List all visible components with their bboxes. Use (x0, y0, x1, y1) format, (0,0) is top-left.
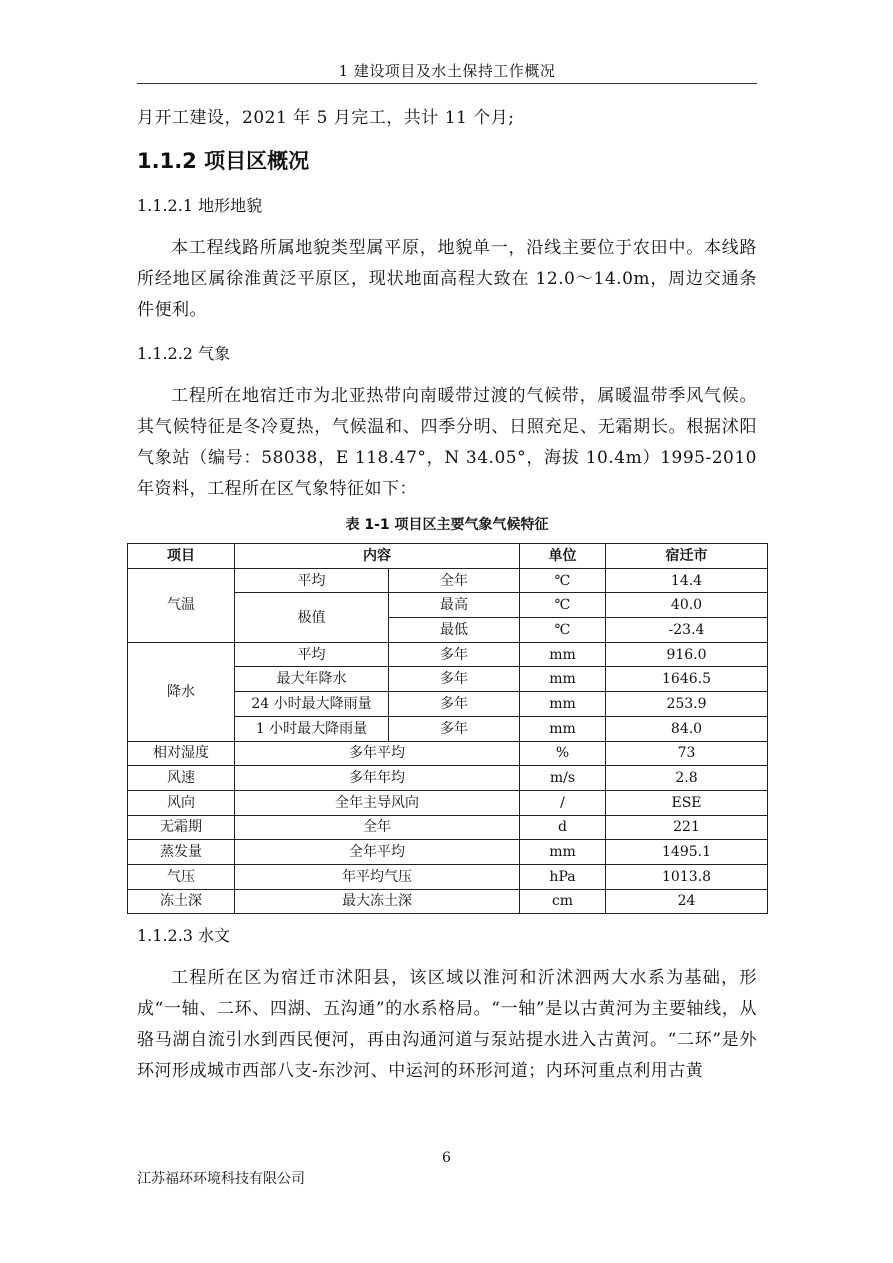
rain-unit: mm (520, 642, 606, 667)
table-row (128, 815, 768, 840)
table-row (128, 840, 768, 865)
row-unit: d (520, 815, 606, 840)
temp-max: 最高 (389, 593, 520, 618)
rain-unit: mm (520, 667, 606, 692)
header-unit: 单位 (520, 544, 606, 569)
row-value: 24 (606, 889, 768, 914)
temp-min-value: -23.4 (606, 618, 768, 643)
rain-label: 降水 (128, 642, 235, 741)
temp-min-unit: ℃ (520, 618, 606, 643)
rain-value: 1646.5 (606, 667, 768, 692)
paragraph-terrain: 本工程线路所属地貌类型属平原，地貌单一，沿线主要位于农田中。本线路所经地区属徐淮黄泛平原区，现状地面高程大致在 12.0～14.0m，周边交通条件便利。 (137, 238, 757, 320)
rain-name: 最大年降水 (235, 667, 389, 692)
row-item: 风速 (128, 766, 235, 791)
subsection-title-climate: 1.1.2.2 气象 (137, 344, 231, 363)
running-header: 1 建设项目及水土保持工作概况 (338, 62, 556, 80)
table-row (128, 864, 768, 889)
temp-extreme: 极值 (235, 593, 389, 642)
row-unit: cm (520, 889, 606, 914)
table-row (128, 766, 768, 791)
table-row (128, 790, 768, 815)
row-unit: hPa (520, 864, 606, 889)
header-item: 项目 (128, 544, 235, 569)
row-item: 气压 (128, 864, 235, 889)
row-content: 全年平均 (235, 840, 520, 865)
temp-avg-unit: ℃ (520, 568, 606, 593)
row-value: 1495.1 (606, 840, 768, 865)
climate-table (127, 543, 768, 914)
row-content: 最大冻土深 (235, 889, 520, 914)
paragraph-hydrology: 工程所在区为宿迁市沭阳县，该区域以淮河和沂沭泗两大水系为基础，形成“一轴、二环、四湖、五沟通”的水系格局。“一轴”是以古黄河为主要轴线，从骆马湖自流引水到西民便河，再由沟通河道与泵站提水进入古黄河。“二环”是外环河形成城市西部八支-东沙河、中运河的环形河道；内环河重点利用古黄 (137, 968, 757, 1082)
rain-unit: mm (520, 692, 606, 717)
temp-max-value: 40.0 (606, 593, 768, 618)
paragraph-climate: 工程所在地宿迁市为北亚热带向南暖带过渡的气候带，属暖温带季风气候。其气候特征是冬冷夏热，气候温和、四季分明、日照充足、无霜期长。根据沭阳气象站（编号：58038，E 118.47°，N 34.05°，海拔 10.4m）1995-2010 年资料，工程所在区气象特征如下： (137, 386, 757, 499)
temp-max-unit: ℃ (520, 593, 606, 618)
rain-name: 1 小时最大降雨量 (235, 716, 389, 741)
row-item: 蒸发量 (128, 840, 235, 865)
row-item: 相对湿度 (128, 741, 235, 766)
table-row (128, 642, 768, 667)
rain-name: 24 小时最大降雨量 (235, 692, 389, 717)
row-content: 多年平均 (235, 741, 520, 766)
row-unit: % (520, 741, 606, 766)
table-row (128, 741, 768, 766)
row-value: 221 (606, 815, 768, 840)
table-row (128, 568, 768, 593)
row-value: 2.8 (606, 766, 768, 791)
rain-period: 多年 (389, 716, 520, 741)
row-item: 冻土深 (128, 889, 235, 914)
temp-label: 气温 (128, 568, 235, 642)
row-unit: / (520, 790, 606, 815)
row-value: 73 (606, 741, 768, 766)
rain-name: 平均 (235, 642, 389, 667)
intro-line: 月开工建设，2021 年 5 月完工，共计 11 个月; (137, 108, 515, 128)
rain-period: 多年 (389, 692, 520, 717)
row-unit: m/s (520, 766, 606, 791)
page-number: 6 (442, 1150, 451, 1166)
rain-value: 253.9 (606, 692, 768, 717)
header-value: 宿迁市 (606, 544, 768, 569)
row-value: ESE (606, 790, 768, 815)
rain-unit: mm (520, 716, 606, 741)
temp-avg-period: 全年 (389, 568, 520, 593)
rain-value: 916.0 (606, 642, 768, 667)
temp-min: 最低 (389, 618, 520, 643)
section-title: 1.1.2 项目区概况 (137, 149, 310, 173)
row-item: 无霜期 (128, 815, 235, 840)
subsection-title-hydrology: 1.1.2.3 水文 (137, 926, 231, 946)
temp-avg-value: 14.4 (606, 568, 768, 593)
rain-period: 多年 (389, 667, 520, 692)
row-content: 全年主导风向 (235, 790, 520, 815)
page-content (137, 103, 757, 1087)
table-row (128, 889, 768, 914)
subsection-title-terrain: 1.1.2.1 地形地貌 (137, 196, 263, 215)
row-content: 年平均气压 (235, 864, 520, 889)
row-value: 1013.8 (606, 864, 768, 889)
table-caption: 表 1-1 项目区主要气象气候特征 (345, 517, 549, 533)
header-content: 内容 (235, 544, 520, 569)
rain-value: 84.0 (606, 716, 768, 741)
row-unit: mm (520, 840, 606, 865)
row-content: 多年年均 (235, 766, 520, 791)
header-divider (137, 83, 757, 84)
temp-avg: 平均 (235, 568, 389, 593)
row-item: 风向 (128, 790, 235, 815)
rain-period: 多年 (389, 642, 520, 667)
row-content: 全年 (235, 815, 520, 840)
table-header-row (128, 544, 768, 569)
company-name: 江苏福环环境科技有限公司 (137, 1171, 305, 1187)
